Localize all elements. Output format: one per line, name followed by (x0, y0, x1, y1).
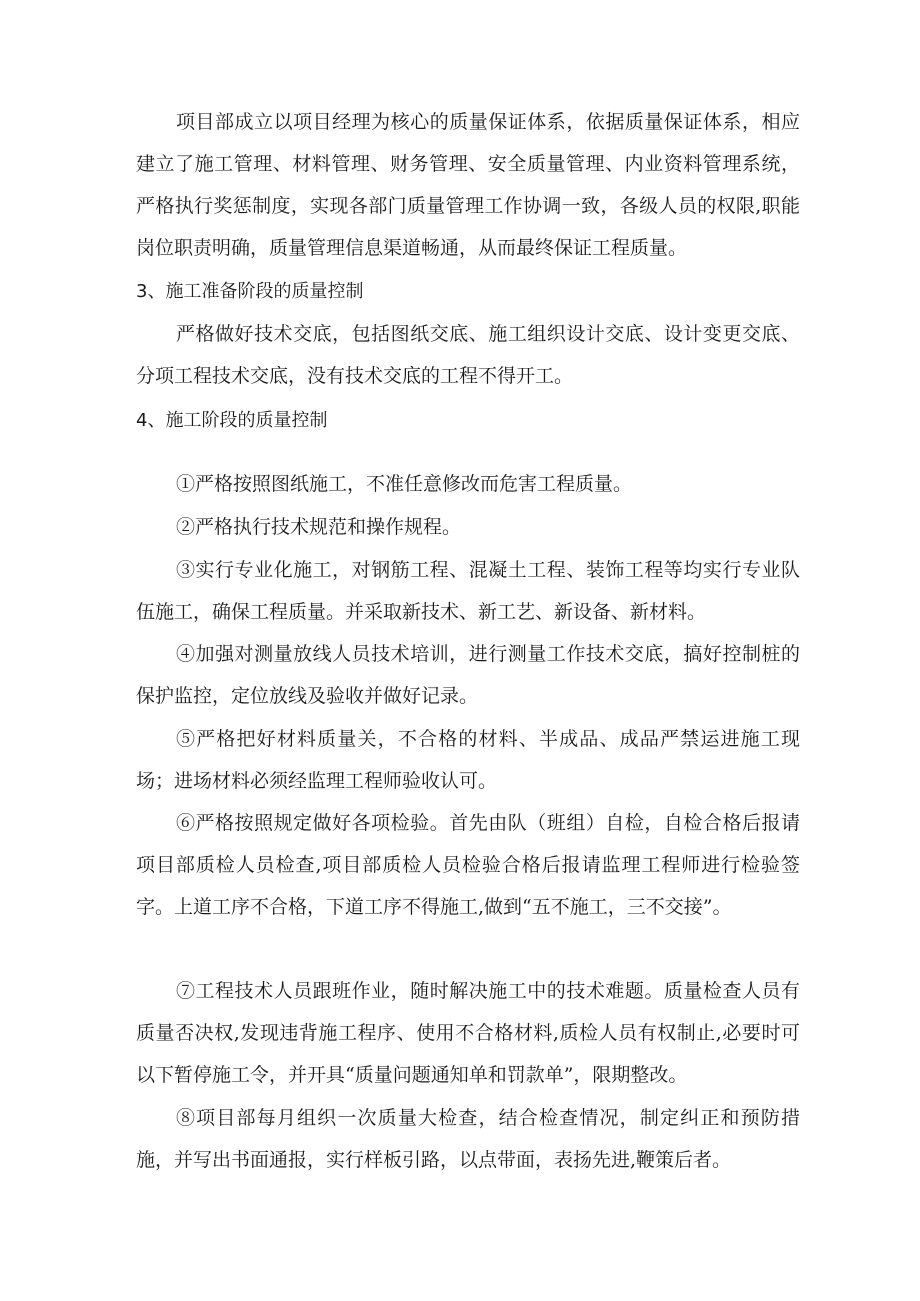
list-item-8: ⑧项目部每月组织一次质量大检查，结合检查情况，制定纠正和预防措施，并写出书面通报，实行样板引路，以点带面，表扬先进,鞭策后者。 (136, 1107, 800, 1171)
list-item-3: ③实行专业化施工，对钢筋工程、混凝土工程、装饰工程等均实行专业队伍施工，确保工程质量。并采取新技术、新工艺、新设备、新材料。 (136, 559, 800, 623)
list-item-2: ②严格执行技术规范和操作规程。 (176, 516, 462, 538)
paragraph-quality-system: 项目部成立以项目经理为核心的质量保证体系，依据质量保证体系，相应建立了施工管理、材料管理、财务管理、安全质量管理、内业资料管理系统，严格执行奖惩制度，实现各部门质量管理工作协调一致，各级人员的权限,职能岗位职责明确，质量管理信息渠道畅通，从而最终保证工程质量。 (136, 111, 800, 259)
list-item-1: ①严格按照图纸施工，不准任意修改而危害工程质量。 (176, 473, 633, 495)
heading-construction-stage: 4、施工阶段的质量控制 (136, 410, 328, 431)
list-item-5: ⑤严格把好材料质量关，不合格的材料、半成品、成品严禁运进施工现场；进场材料必须经监理工程师验收认可。 (136, 728, 800, 792)
list-item-7: ⑦工程技术人员跟班作业，随时解决施工中的技术难题。质量检查人员有质量否决权,发现违背施工程序、使用不合格材料,质检人员有权制止,必要时可以下暂停施工令，并开具“质量问题通知单和罚款单”，限期整改。 (136, 980, 800, 1086)
paragraph-technical-disclosure: 严格做好技术交底，包括图纸交底、施工组织设计交底、设计变更交底、分项工程技术交底，没有技术交底的工程不得开工。 (136, 323, 800, 387)
list-item-6: ⑥严格按照规定做好各项检验。首先由队（班组）自检，自检合格后报请项目部质检人员检查,项目部质检人员检验合格后报请监理工程师进行检验签字。上道工序不合格，下道工序不得施工,做到“五不施工，三不交接”。 (136, 812, 800, 918)
list-item-4: ④加强对测量放线人员技术培训，进行测量工作技术交底，搞好控制桩的保护监控，定位放线及验收并做好记录。 (136, 643, 800, 707)
heading-preparation-stage: 3、施工准备阶段的质量控制 (136, 281, 364, 302)
